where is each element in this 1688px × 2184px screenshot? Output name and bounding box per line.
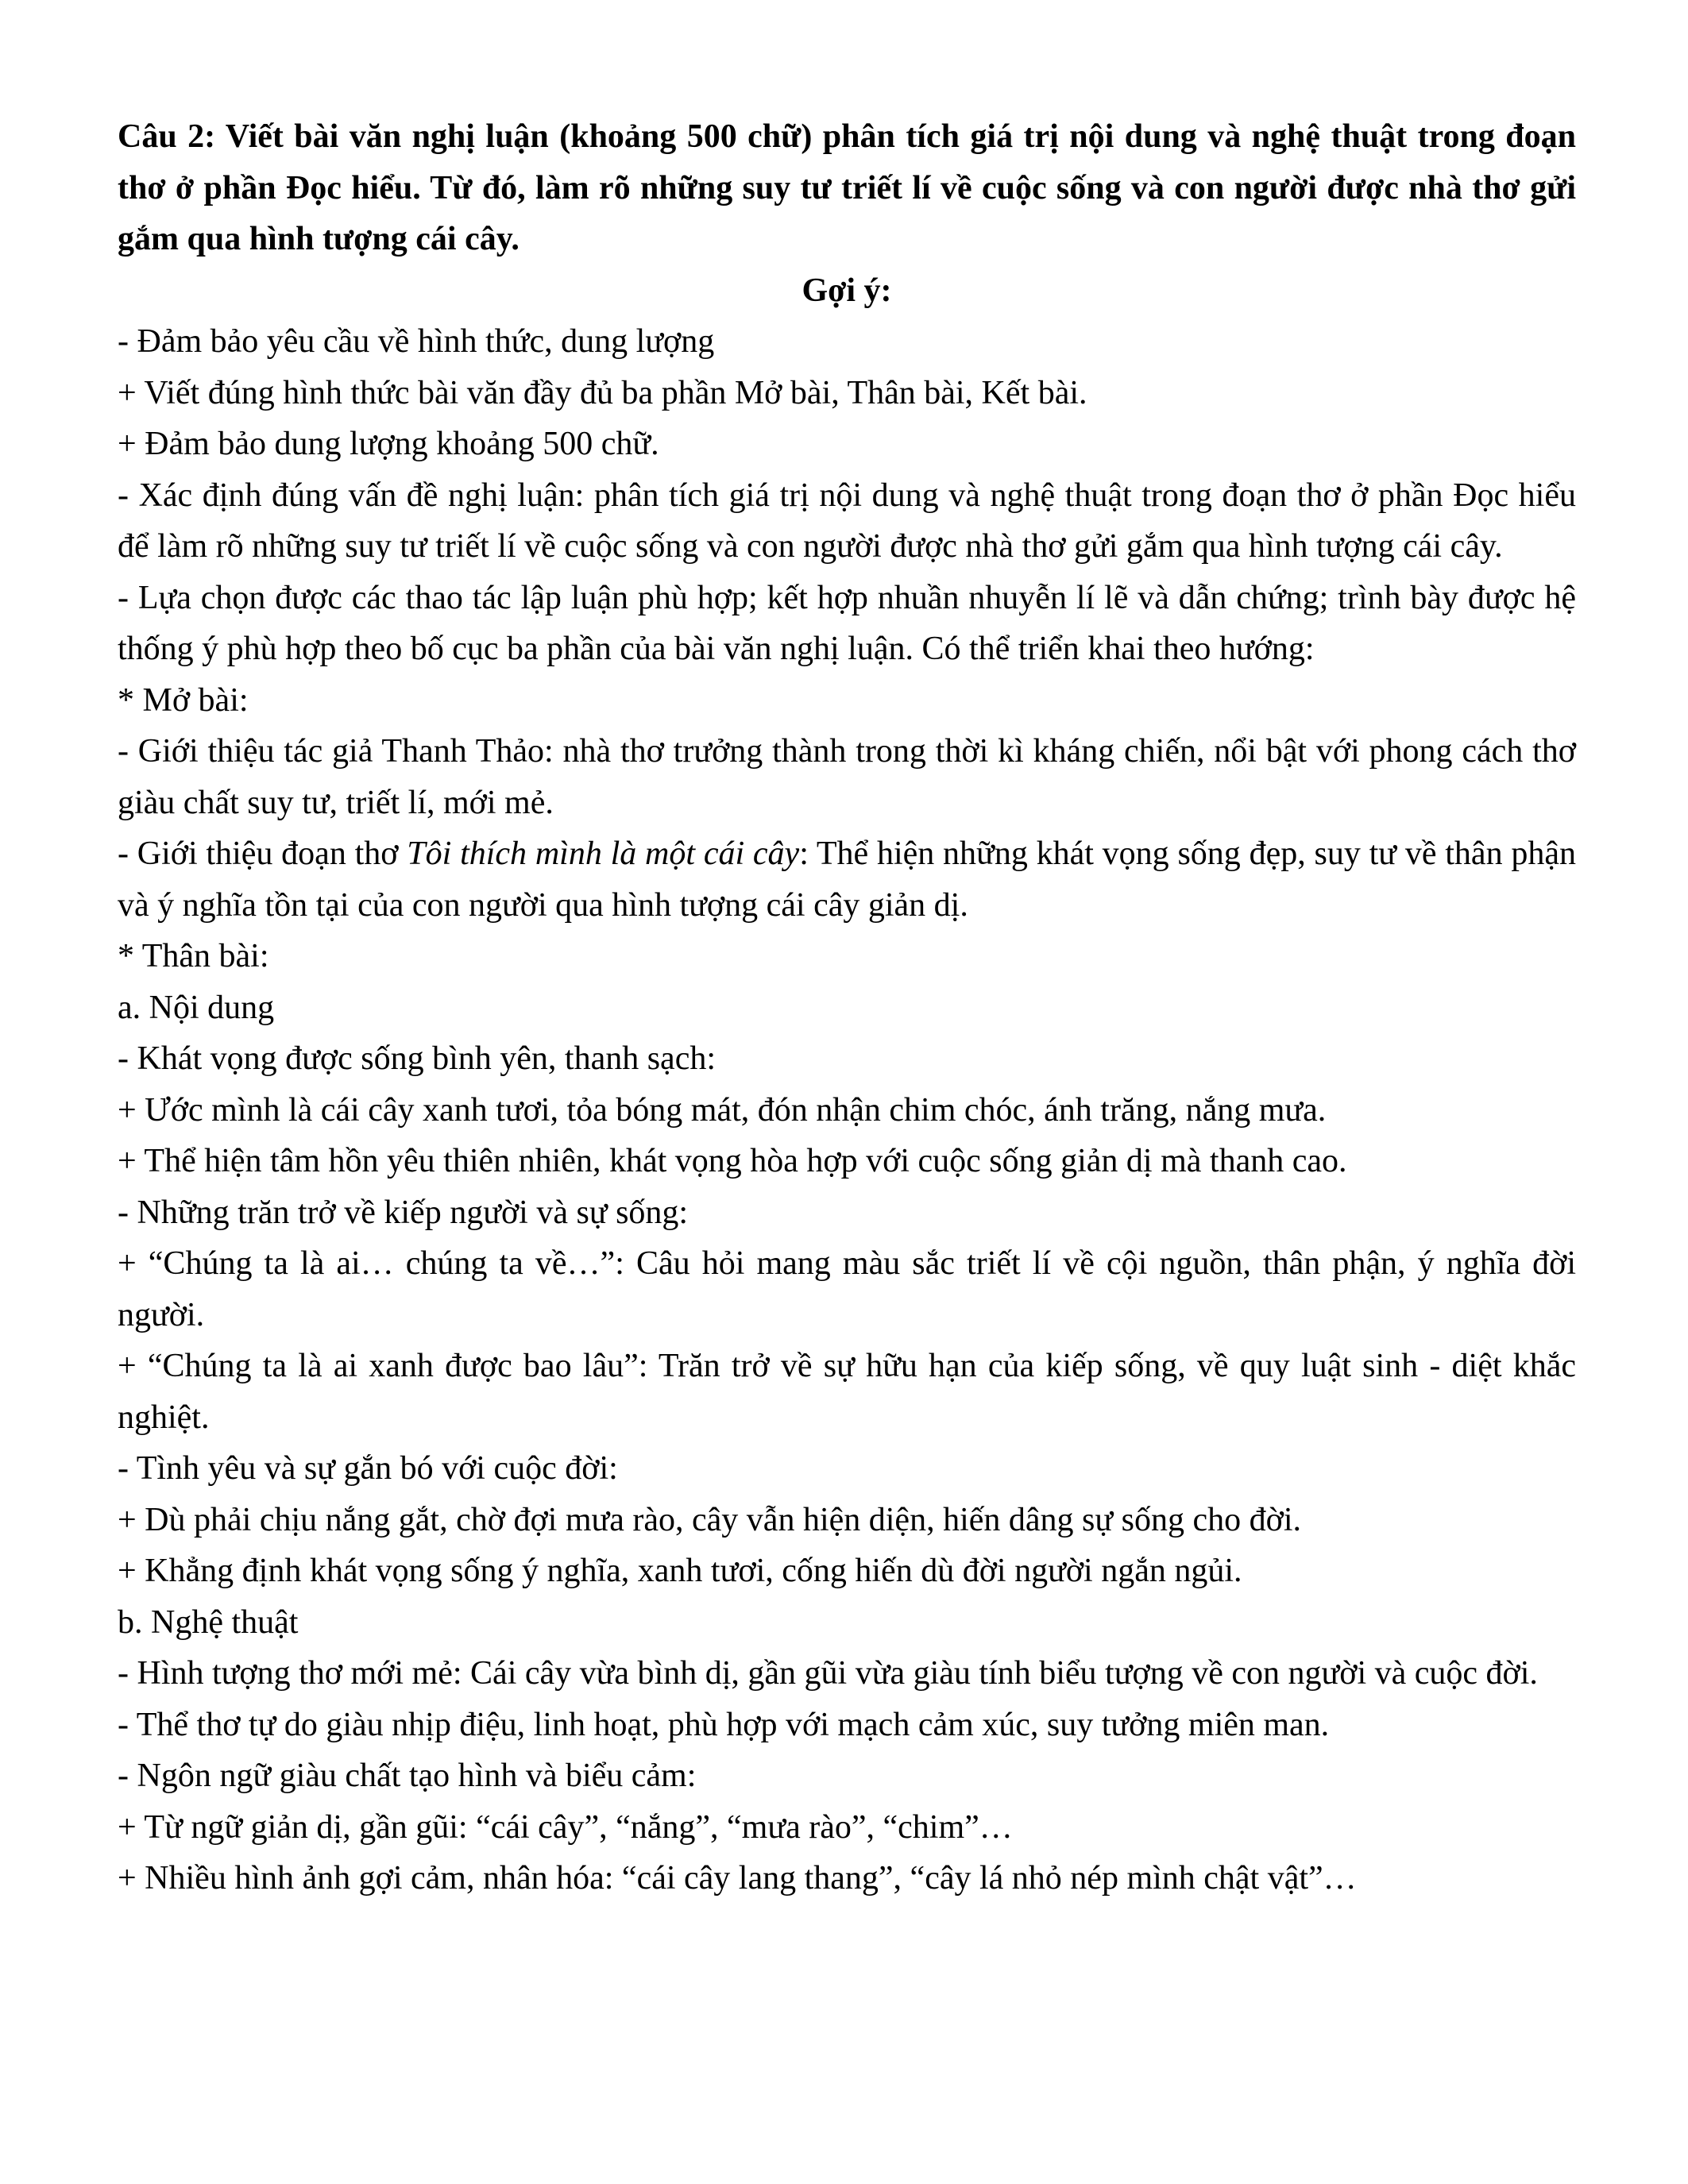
art-line: - Hình tượng thơ mới mẻ: Cái cây vừa bình dị, gần gũi vừa giàu tính biểu tượng về con người và cuộc đời. <box>118 1655 1538 1692</box>
question-text: Câu 2: Viết bài văn nghị luận (khoảng 500 chữ) phân tích giá trị nội dung và nghệ thuật trong đoạn thơ ở phần Đọc hiểu. Từ đó, làm rõ những suy tư triết lí về cuộc sống và con người được nhà thơ gửi gắm qua hình tượng cái cây. <box>118 118 1576 257</box>
content-heading: a. Nội dung <box>118 989 275 1026</box>
requirement-form: - Đảm bảo yêu cầu về hình thức, dung lượng <box>118 323 715 360</box>
intro-heading: * Mở bài: <box>118 681 249 719</box>
hint-title: Gợi ý: <box>802 272 892 309</box>
intro-poem <box>118 828 1576 931</box>
requirement-method: - Lựa chọn được các thao tác lập luận phù hợp; kết hợp nhuần nhuyễn lí lẽ và dẫn chứng; trình bày được hệ thống ý phù hợp theo bố cục ba phần của bài văn nghị luận. Có thể triển khai theo hướng: <box>118 579 1576 667</box>
content-line: + Dù phải chịu nắng gắt, chờ đợi mưa rào, cây vẫn hiện diện, hiến dâng sự sống cho đời. <box>118 1501 1301 1538</box>
intro-poem-prefix: - Giới thiệu đoạn thơ <box>118 835 408 872</box>
art-heading: b. Nghệ thuật <box>118 1603 299 1641</box>
intro-author: - Giới thiệu tác giả Thanh Thảo: nhà thơ trưởng thành trong thời kì kháng chiến, nổi bật với phong cách thơ giàu chất suy tư, triết lí, mới mẻ. <box>118 733 1576 821</box>
intro-poem-suffix: : Thể hiện những khát vọng sống đẹp, suy tư về thân phận và ý nghĩa tồn tại của con người qua hình tượng cái cây giản dị. <box>118 835 1576 924</box>
content-line: + Ước mình là cái cây xanh tươi, tỏa bóng mát, đón nhận chim chóc, ánh trăng, nắng mưa. <box>118 1091 1327 1129</box>
poem-title: Tôi thích mình là một cái cây <box>407 835 800 872</box>
content-line: + “Chúng ta là ai… chúng ta về…”: Câu hỏi mang màu sắc triết lí về cội nguồn, thân phận, ý nghĩa đời người. <box>118 1245 1576 1333</box>
content-line: - Khát vọng được sống bình yên, thanh sạch: <box>118 1040 717 1077</box>
art-line: + Nhiều hình ảnh gợi cảm, nhân hóa: “cái cây lang thang”, “cây lá nhỏ nép mình chật vật”… <box>118 1860 1357 1897</box>
requirement-issue: - Xác định đúng vấn đề nghị luận: phân tích giá trị nội dung và nghệ thuật trong đoạn thơ ở phần Đọc hiểu để làm rõ những suy tư triết lí về cuộc sống và con người được nhà thơ gửi gắm qua hình tượng cái cây. <box>118 477 1576 565</box>
requirement-form-2: + Đảm bảo dung lượng khoảng 500 chữ. <box>118 426 659 462</box>
document-page <box>118 111 1576 1904</box>
content-line: + “Chúng ta là ai xanh được bao lâu”: Trăn trở về sự hữu hạn của kiếp sống, về quy luật sinh - diệt khắc nghiệt. <box>118 1348 1576 1436</box>
body-heading: * Thân bài: <box>118 938 269 974</box>
content-line: + Khẳng định khát vọng sống ý nghĩa, xanh tươi, cống hiến dù đời người ngắn ngủi. <box>118 1553 1242 1589</box>
content-line: - Tình yêu và sự gắn bó với cuộc đời: <box>118 1450 618 1487</box>
requirement-form-1: + Viết đúng hình thức bài văn đầy đủ ba phần Mở bài, Thân bài, Kết bài. <box>118 374 1087 411</box>
content-line: - Những trăn trở về kiếp người và sự sống: <box>118 1194 689 1231</box>
art-line: - Thể thơ tự do giàu nhịp điệu, linh hoạt, phù hợp với mạch cảm xúc, suy tưởng miên man. <box>118 1706 1330 1743</box>
art-line: + Từ ngữ giản dị, gần gũi: “cái cây”, “nắng”, “mưa rào”, “chim”… <box>118 1808 1013 1846</box>
art-line: - Ngôn ngữ giàu chất tạo hình và biểu cảm: <box>118 1758 697 1794</box>
content-line: + Thể hiện tâm hồn yêu thiên nhiên, khát vọng hòa hợp với cuộc sống giản dị mà thanh cao. <box>118 1143 1347 1179</box>
